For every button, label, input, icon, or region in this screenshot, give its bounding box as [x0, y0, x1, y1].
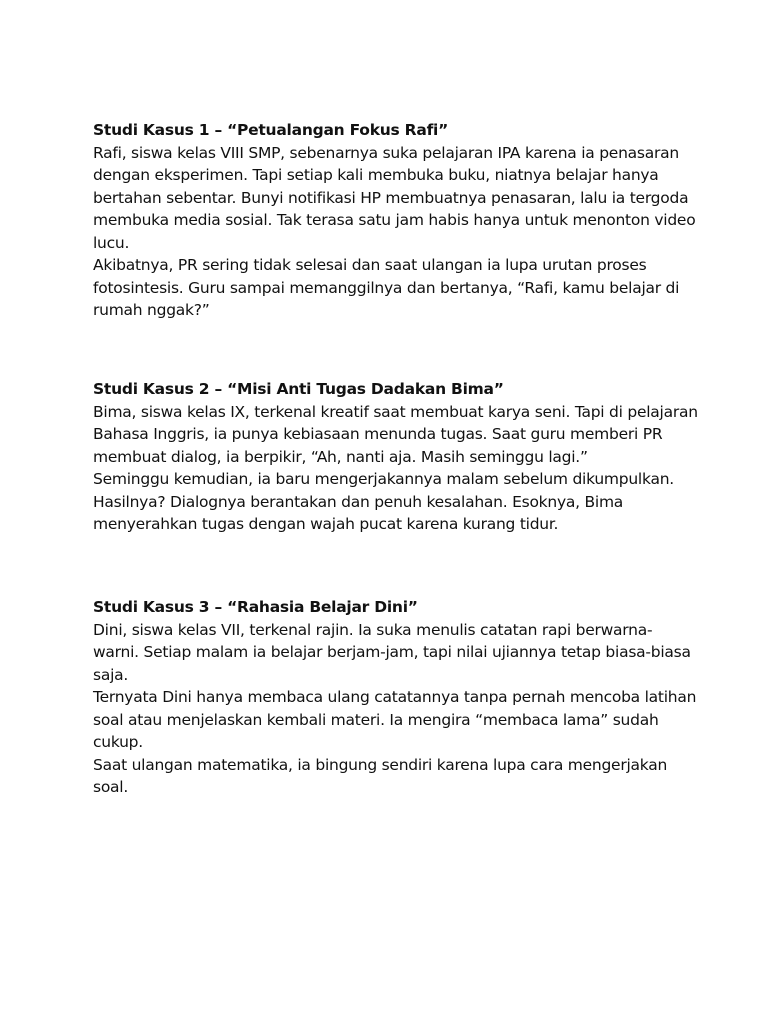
case-study-2-line: Bima, siswa kelas IX, terkenal kreatif saat membuat karya seni. Tapi di pelajaran — [93, 402, 698, 421]
case-study-3-line: Saat ulangan matematika, ia bingung sendiri karena lupa cara mengerjakan — [93, 755, 668, 774]
case-study-1-line: fotosintesis. Guru sampai memanggilnya dan bertanya, “Rafi, kamu belajar di — [93, 278, 680, 297]
case-study-1-line: membuka media sosial. Tak terasa satu jam habis hanya untuk menonton video — [93, 211, 696, 229]
case-study-3 — [93, 596, 697, 799]
case-study-1-line: dengan eksperimen. Tapi setiap kali membuka buku, niatnya belajar hanya — [93, 166, 659, 184]
case-study-2-line: Hasilnya? Dialognya berantakan dan penuh kesalahan. Esoknya, Bima — [93, 492, 624, 511]
case-study-2 — [93, 378, 698, 536]
case-study-3-line: soal. — [93, 778, 129, 796]
case-study-3-line: soal atau menjelaskan kembali materi. Ia mengira “membaca lama” sudah — [93, 710, 659, 729]
case-study-1-line: Rafi, siswa kelas VIII SMP, sebenarnya suka pelajaran IPA karena ia penasaran — [93, 143, 679, 162]
case-study-1 — [93, 119, 696, 322]
case-study-3-title: Studi Kasus 3 – “Rahasia Belajar Dini” — [93, 598, 418, 616]
case-study-2-line: Bahasa Inggris, ia punya kebiasaan menunda tugas. Saat guru memberi PR — [93, 425, 663, 443]
case-study-1-line: lucu. — [93, 233, 130, 252]
case-study-2-line: Seminggu kemudian, ia baru mengerjakannya malam sebelum dikumpulkan. — [93, 470, 674, 488]
case-study-1-title: Studi Kasus 1 – “Petualangan Fokus Rafi” — [93, 121, 449, 139]
case-study-2-title: Studi Kasus 2 – “Misi Anti Tugas Dadakan Bima” — [93, 380, 504, 398]
case-study-1-line: Akibatnya, PR sering tidak selesai dan saat ulangan ia lupa urutan proses — [93, 256, 647, 274]
case-study-1-line: bertahan sebentar. Bunyi notifikasi HP membuatnya penasaran, lalu ia tergoda — [93, 188, 689, 207]
case-study-2-line: menyerahkan tugas dengan wajah pucat karena kurang tidur. — [93, 515, 559, 533]
case-study-1-line: rumah nggak?” — [93, 301, 210, 319]
case-study-3-line: cukup. — [93, 733, 143, 751]
case-study-2-line: membuat dialog, ia berpikir, “Ah, nanti aja. Masih seminggu lagi.” — [93, 447, 588, 466]
case-study-3-line: Dini, siswa kelas VII, terkenal rajin. Ia suka menulis catatan rapi berwarna- — [93, 620, 653, 639]
case-study-3-line: warni. Setiap malam ia belajar berjam-jam, tapi nilai ujiannya tetap biasa-biasa — [93, 643, 691, 661]
case-study-3-line: saja. — [93, 665, 129, 684]
case-study-3-line: Ternyata Dini hanya membaca ulang catatannya tanpa pernah mencoba latihan — [93, 688, 697, 706]
